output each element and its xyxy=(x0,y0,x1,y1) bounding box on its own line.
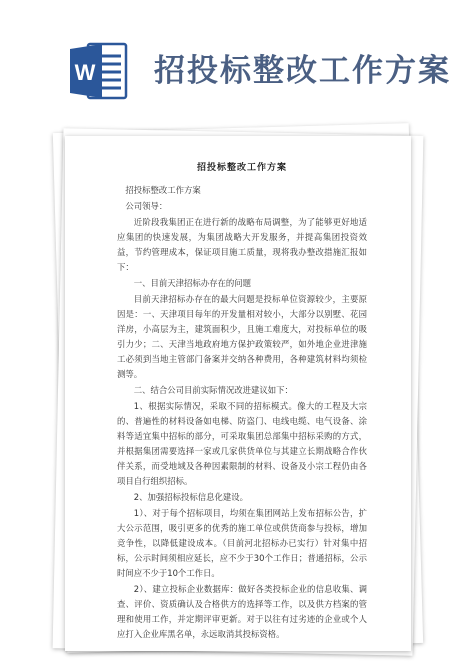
header-banner xyxy=(0,0,474,118)
document-paragraph: 公司领导： xyxy=(125,201,168,211)
section-heading: 一、目前天津招标办存在的问题 xyxy=(133,278,252,288)
page-title: 招投标整改工作方案 xyxy=(154,53,451,89)
word-icon-letter: W xyxy=(74,60,96,85)
document-paragraph: 1、根据实际情况，采取不同的招标模式。像大的工程及大宗的、普遍性的材料设备如电梯、防盗门、电线电缆、电气设备、涂料等适宜集中招标的部分，可采取集团总部集中招标采购的方式，并根据集团需要选择一家或几家供货单位与其建立长期战略合作伙伴关系，而受地域及各种因素限制的材料、设备及小宗工程仍由各项目自行组织招标。 xyxy=(117,401,367,486)
word-icon xyxy=(68,40,130,102)
subsection-heading: 2、加强招标投标信息化建设。 xyxy=(133,492,248,502)
document-body xyxy=(117,161,367,643)
document-paragraph: 招投标整改工作方案 xyxy=(125,185,201,195)
document-title: 招投标整改工作方案 xyxy=(196,163,287,173)
document-paragraph: 目前天津招标办存在的最大问题是投标单位资源较少，主要原因是：一、天津项目每年的开发量相对较小，大部分以别墅、花园洋房，小高层为主，建筑面积少，且施工难度大，对投标单位的吸引力少；二、天津当地政府地方保护政策较严，如外地企业进津施工必须到当地主管部门备案并交纳各种费用，各种建筑材料均须检测等。 xyxy=(117,294,367,379)
section-heading: 二、结合公司目前实际情况改进建议如下： xyxy=(133,385,293,395)
document-paragraph: 1）、对于每个招标项目，均须在集团网站上发布招标公告，扩大公示范围，吸引更多的优秀的施工单位或供货商参与投标，增加竞争性，以降低建设成本。（目前河北招标办已实行）针对集中招标，公示时间须相应延长，应不少于30个工作日；普通招标，公示时间应不少于10个工作日。 xyxy=(117,508,367,578)
document-paragraph: 2）、建立投标企业数据库：做好各类投标企业的信息收集、调查、评价、资质确认及合格供方的选择等工作，以及供方档案的管理和使用工作，并定期评审更新。对于以往有过劣迹的企业或个人应打入企业库黑名单，永远取消其投标资格。 xyxy=(117,584,367,639)
document-stack xyxy=(50,128,428,658)
document-page xyxy=(65,136,411,651)
document-paragraph: 近阶段我集团正在进行新的战略布局调整，为了能够更好地适应集团的快速发展，为集团战略大开发服务，并提高集团投资效益，节约管理成本，保证项目施工质量，现将我办整改措施汇报如下： xyxy=(117,217,367,272)
